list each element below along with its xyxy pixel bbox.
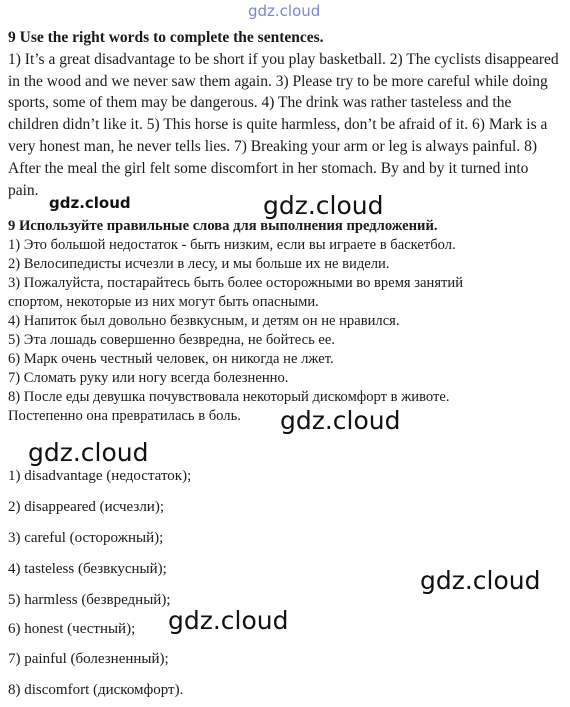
answer-item: 4) tasteless (безвкусный); bbox=[8, 561, 167, 577]
watermark: gdz.cloud bbox=[168, 606, 289, 635]
answer-item: 7) painful (болезненный); bbox=[8, 651, 169, 667]
russian-line: 7) Сломать руку или ногу всегда болезненно. bbox=[8, 370, 289, 386]
russian-line: 4) Напиток был довольно безвкусным, и детям он не нравился. bbox=[8, 313, 400, 329]
answer-item: 3) careful (осторожный); bbox=[8, 530, 164, 546]
russian-translation bbox=[8, 217, 560, 426]
russian-line: спортом, некоторые из них могут быть опасными. bbox=[8, 294, 319, 310]
watermark: gdz.cloud bbox=[28, 438, 149, 467]
watermark: gdz.cloud bbox=[49, 194, 131, 212]
english-text: 1) It’s a great disadvantage to be short if you play basketball. 2) The cyclists disappeared in the wood and we never saw them again. 3) Please try to be more careful while doing sports, some of them may be dangerous. 4) The drink was rather tasteless and the children didn’t like it. 5) This horse is quite harmless, don’t be afraid of it. 6) Mark is a very honest man, he never tells lies. 7) Breaking your arm or leg is always painful. 8) After the meal the girl felt some discomfort in her stomach. By and by it turned into pain. bbox=[8, 50, 559, 199]
russian-line: 3) Пожалуйста, постарайтесь быть более осторожными во время занятий bbox=[8, 275, 464, 291]
watermark-top: gdz.cloud bbox=[248, 2, 321, 20]
russian-line: 1) Это большой недостаток - быть низким, если вы играете в баскетбол. bbox=[8, 237, 456, 253]
russian-line: Постепенно она превратилась в боль. bbox=[8, 408, 241, 424]
answer-item: 1) disadvantage (недостаток); bbox=[8, 468, 192, 484]
watermark: gdz.cloud bbox=[420, 566, 541, 595]
english-exercise bbox=[8, 27, 560, 201]
watermark: gdz.cloud bbox=[263, 191, 384, 220]
russian-heading: 9 Используйте правильные слова для выполнения предложений. bbox=[8, 218, 438, 234]
answer-item: 2) disappeared (исчезли); bbox=[8, 499, 164, 515]
russian-line: 6) Марк очень честный человек, он никогда не лжет. bbox=[8, 351, 334, 367]
russian-line: 5) Эта лошадь совершенно безвредна, не бойтесь ее. bbox=[8, 332, 335, 348]
answer-item: 6) honest (честный); bbox=[8, 621, 136, 637]
russian-line: 8) После еды девушка почувствовала некоторый дискомфорт в животе. bbox=[8, 389, 450, 405]
english-heading: 9 Use the right words to complete the sentences. bbox=[8, 29, 324, 46]
answer-item: 5) harmless (безвредный); bbox=[8, 592, 171, 608]
russian-line: 2) Велосипедисты исчезли в лесу, и мы больше их не видели. bbox=[8, 256, 390, 272]
watermark: gdz.cloud bbox=[280, 406, 401, 435]
answer-item: 8) discomfort (дискомфорт). bbox=[8, 682, 184, 698]
